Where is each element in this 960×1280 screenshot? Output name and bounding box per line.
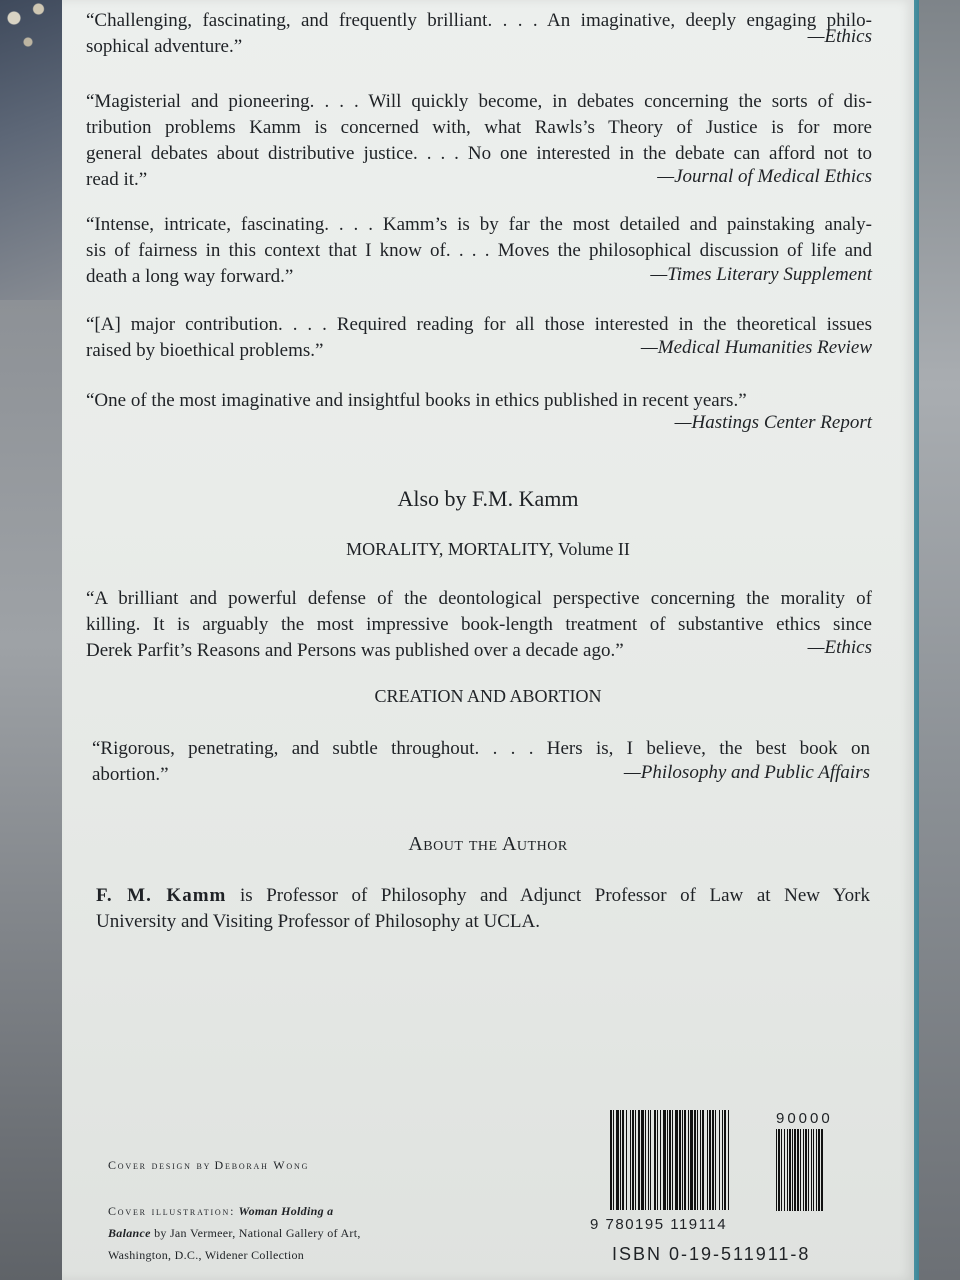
review-3-line-3: death a long way forward.” — [86, 266, 294, 287]
review-5 — [86, 388, 872, 414]
review-4-source: —Medical Humanities Review — [640, 337, 872, 358]
review-1 — [86, 8, 872, 60]
illustration-title-cont: Balance — [108, 1226, 151, 1240]
isbn-barcode — [610, 1110, 778, 1218]
also-by-heading: Also by F.M. Kamm — [397, 486, 579, 511]
book-1-review — [86, 586, 872, 664]
book-1-review-line-3: Derek Parfit’s Reasons and Persons was published over a decade ago.” — [86, 640, 624, 661]
about-author-text-1: is Professor of Philosophy and Adjunct Professor of Law at New York — [226, 885, 870, 906]
book-2-review-line-1: “Rigorous, penetrating, and subtle throughout. . . . Hers is, I believe, the best book on — [92, 738, 870, 759]
book-title-creation-and-abortion: CREATION AND ABORTION — [374, 686, 602, 706]
review-4-line-2: raised by bioethical problems.” — [86, 340, 324, 361]
background-plant — [0, 0, 70, 60]
review-2-source: —Journal of Medical Ethics — [657, 166, 872, 187]
illustration-title: Woman Holding a — [238, 1204, 334, 1218]
review-2-line-2: tribution problems Kamm is concerned with, what Rawls’s Theory of Justice is for more — [86, 117, 872, 138]
price-addon-barcode — [776, 1110, 850, 1218]
cover-design-label: Cover design by — [108, 1158, 212, 1172]
illustration-collection: Washington, D.C., Widener Collection — [108, 1248, 305, 1262]
book-2-review-line-2: abortion.” — [92, 764, 169, 785]
review-5-source: —Hastings Center Report — [674, 412, 872, 433]
cover-illustration-credit — [108, 1200, 408, 1266]
review-1-line-2: sophical adventure.” — [86, 36, 243, 57]
barcode-digits: 9 780195 119114 — [590, 1216, 728, 1233]
cover-designer-name: Deborah Wong — [214, 1158, 310, 1172]
book-title-morality-mortality: MORALITY, MORTALITY, Volume II — [346, 539, 630, 559]
book-1-review-line-2: killing. It is arguably the most impressive book-length treatment of substantive ethics since — [86, 614, 872, 635]
review-4-line-1: “[A] major contribution. . . . Required reading for all those interested in the theoretical issues — [86, 314, 872, 335]
review-3-source: —Times Literary Supplement — [650, 264, 872, 285]
about-author-text — [96, 883, 870, 935]
review-5-line-1: “One of the most imaginative and insightful books in ethics published in recent years.” — [86, 390, 747, 411]
book-1-review-line-1: “A brilliant and powerful defense of the deontological perspective concerning the morality of — [86, 588, 872, 609]
review-2-line-4: read it.” — [86, 169, 148, 190]
about-author-heading: About the Author — [408, 833, 568, 855]
review-3-line-2: sis of fairness in this context that I know of. . . . Moves the philosophical discussion of life and — [86, 240, 872, 261]
about-author-line-2: University and Visiting Professor of Philosophy at UCLA. — [96, 911, 540, 932]
author-name: F. M. Kamm — [96, 885, 227, 906]
addon-price-code: 90000 — [776, 1110, 833, 1127]
addon-bars — [776, 1129, 850, 1211]
book-1-review-source: —Ethics — [807, 637, 872, 658]
review-3-line-1: “Intense, intricate, fascinating. . . . Kamm’s is by far the most detailed and painstaking analy- — [86, 214, 872, 235]
about-author-line-1 — [96, 883, 870, 909]
isbn-number: ISBN 0-19-511911-8 — [612, 1244, 811, 1264]
review-1-line-1: “Challenging, fascinating, and frequently brilliant. . . . An imaginative, deeply engaging philo- — [86, 10, 872, 31]
review-2-line-1: “Magisterial and pioneering. . . . Will quickly become, in debates concerning the sorts of dis- — [86, 91, 872, 112]
review-2-line-3: general debates about distributive justice. . . . No one interested in the debate can afford not to — [86, 143, 872, 164]
book-2-review-source: —Philosophy and Public Affairs — [623, 762, 870, 783]
cover-design-credit — [108, 1154, 309, 1176]
review-1-source: —Ethics — [807, 26, 872, 47]
cover-illustration-label: Cover illustration: — [108, 1204, 236, 1218]
barcode-bars — [610, 1110, 778, 1210]
illustration-artist: by Jan Vermeer, National Gallery of Art, — [150, 1226, 361, 1240]
